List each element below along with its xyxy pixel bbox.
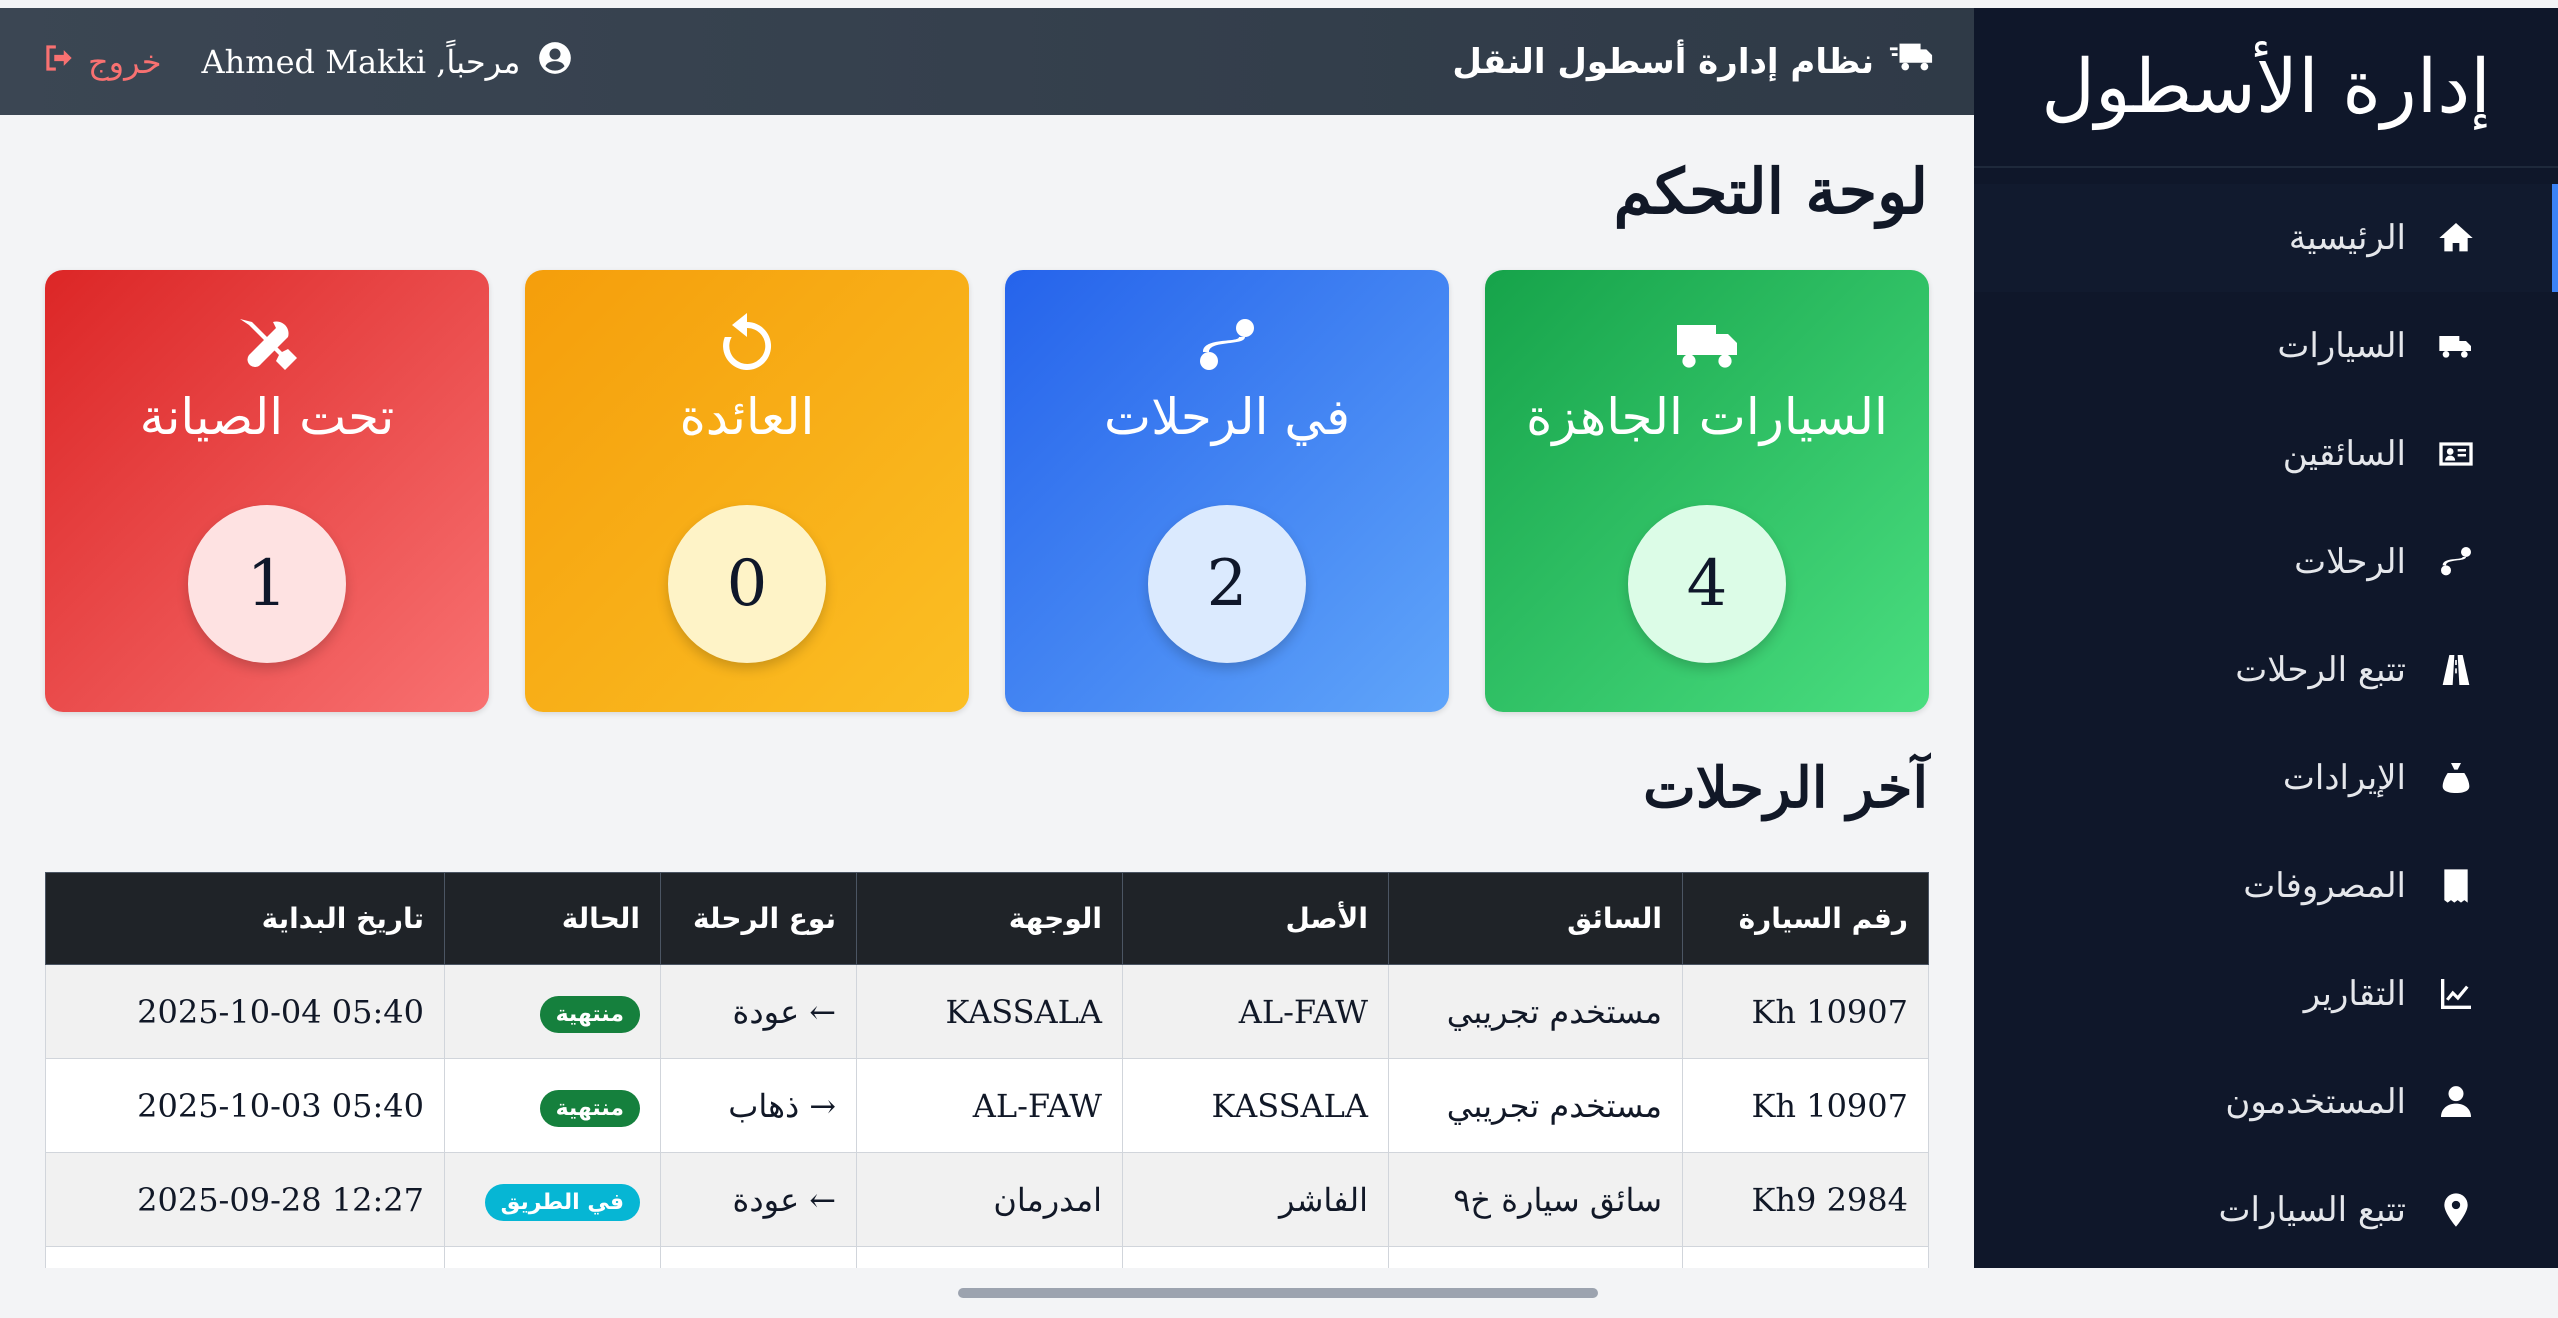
stat-card-label: السيارات الجاهزة (1526, 388, 1888, 446)
user-icon (2434, 1080, 2478, 1124)
road-icon (2434, 648, 2478, 692)
sidebar-item-label: المصروفات (2243, 866, 2406, 906)
cell-vehicle: Kh 10907 (1683, 965, 1929, 1059)
column-header[interactable]: تاريخ البداية (46, 873, 445, 965)
stat-card-label: تحت الصيانة (139, 388, 395, 446)
table-row[interactable] (46, 1247, 1929, 1269)
stat-card-on-trips[interactable] (1005, 270, 1449, 712)
stat-card-label: العائدة (679, 388, 815, 446)
sidebar-item-vehicles[interactable] (1974, 292, 2558, 400)
cell-destination: AL-FAW (857, 1059, 1123, 1153)
sidebar-item-label: السائقين (2282, 434, 2406, 474)
status-badge: منتهية (540, 1090, 640, 1127)
logout-button[interactable] (40, 39, 162, 85)
trip-type-label: عودة (732, 1180, 800, 1219)
logout-label: خروج (88, 42, 162, 81)
sidebar-item-trips[interactable] (1974, 508, 2558, 616)
sidebar-item-label: تتبع الرحلات (2235, 650, 2406, 690)
truck-icon (1485, 310, 1929, 382)
rotate-left-icon (525, 310, 969, 382)
sidebar-item-label: الإيرادات (2282, 758, 2406, 798)
sidebar-item-label: التقارير (2303, 974, 2406, 1014)
sidebar-nav (1974, 168, 2558, 1264)
user-circle-icon (536, 39, 574, 85)
stat-card-value: 4 (1628, 505, 1786, 663)
cell-origin: الفاشر (1123, 1153, 1389, 1247)
column-header[interactable]: رقم السيارة (1683, 873, 1929, 965)
sidebar (1974, 8, 2558, 1268)
cell-driver: سائق سيارة خ٩ (1389, 1153, 1683, 1247)
column-header[interactable]: السائق (1389, 873, 1683, 965)
cell-start-date: 2025-10-03 05:40 (46, 1059, 445, 1153)
home-indicator[interactable] (958, 1288, 1598, 1298)
column-header[interactable]: الحالة (445, 873, 661, 965)
page-title: لوحة التحكم (1613, 155, 1928, 228)
tools-icon (45, 310, 489, 382)
sidebar-item-vehicle-tracking[interactable] (1974, 1156, 2558, 1264)
top-navbar (0, 8, 1974, 115)
sidebar-item-label: الرحلات (2294, 542, 2406, 582)
trip-type-label: ذهاب (728, 1086, 800, 1125)
table-cell (46, 1247, 445, 1269)
table-cell (857, 1247, 1123, 1269)
cell-driver: مستخدم تجريبي (1389, 965, 1683, 1059)
trip-type-arrow-icon: ← (809, 992, 836, 1031)
table-row[interactable] (46, 1153, 1929, 1247)
sidebar-item-trip-tracking[interactable] (1974, 616, 2558, 724)
sidebar-item-revenues[interactable] (1974, 724, 2558, 832)
app-frame (0, 8, 2558, 1268)
route-icon (2434, 540, 2478, 584)
cell-start-date: 2025-09-28 12:27 (46, 1153, 445, 1247)
sidebar-item-label: تتبع السيارات (2218, 1190, 2406, 1230)
stat-card-value: 1 (188, 505, 346, 663)
truck-fast-icon (1888, 34, 1934, 89)
cell-origin: KASSALA (1123, 1059, 1389, 1153)
table-row[interactable] (46, 1059, 1929, 1153)
table-cell (1683, 1247, 1929, 1269)
sidebar-item-label: الرئيسية (2288, 218, 2406, 258)
column-header[interactable]: الوجهة (857, 873, 1123, 965)
sign-out-icon (40, 39, 78, 85)
stat-card-ready-vehicles[interactable] (1485, 270, 1929, 712)
cell-trip-type (661, 965, 857, 1059)
sidebar-item-label: السيارات (2277, 326, 2406, 366)
money-bag-icon (2434, 756, 2478, 800)
user-area (40, 39, 574, 85)
sidebar-brand[interactable]: إدارة الأسطول (1974, 8, 2558, 168)
column-header[interactable]: الأصل (1123, 873, 1389, 965)
receipt-icon (2434, 864, 2478, 908)
trip-type-arrow-icon: → (809, 1086, 836, 1125)
trip-type-arrow-icon: ← (809, 1180, 836, 1219)
trip-type-label: عودة (732, 992, 800, 1031)
greeting-text: مرحباً, Ahmed Makki (201, 42, 521, 81)
recent-trips-table (45, 872, 1929, 1268)
map-pin-icon (2434, 1188, 2478, 1232)
sidebar-item-users[interactable] (1974, 1048, 2558, 1156)
status-badge: منتهية (540, 996, 640, 1033)
table-cell (1389, 1247, 1683, 1269)
recent-trips-title: آخر الرحلات (1643, 755, 1928, 821)
stat-card-maintenance[interactable] (45, 270, 489, 712)
chart-line-icon (2434, 972, 2478, 1016)
cell-trip-type (661, 1153, 857, 1247)
cell-trip-type (661, 1059, 857, 1153)
id-card-icon (2434, 432, 2478, 476)
app-title[interactable] (1452, 34, 1934, 89)
stat-card-returning[interactable] (525, 270, 969, 712)
user-greeting (202, 39, 575, 85)
app-title-text: نظام إدارة أسطول النقل (1452, 41, 1874, 82)
sidebar-item-drivers[interactable] (1974, 400, 2558, 508)
status-badge: في الطريق (485, 1184, 640, 1221)
sidebar-item-expenses[interactable] (1974, 832, 2558, 940)
cell-destination: KASSALA (857, 965, 1123, 1059)
sidebar-item-home[interactable] (1974, 184, 2558, 292)
truck-icon (2434, 324, 2478, 368)
table-cell (661, 1247, 857, 1269)
table-cell (1123, 1247, 1389, 1269)
stats-cards (45, 270, 1929, 712)
cell-status (445, 965, 661, 1059)
cell-origin: AL-FAW (1123, 965, 1389, 1059)
home-icon (2434, 216, 2478, 260)
sidebar-item-reports[interactable] (1974, 940, 2558, 1048)
cell-destination: امدرمان (857, 1153, 1123, 1247)
main-content (0, 115, 1974, 1268)
stat-card-value: 2 (1148, 505, 1306, 663)
cell-start-date: 2025-10-04 05:40 (46, 965, 445, 1059)
table-cell (445, 1247, 661, 1269)
route-icon (1005, 310, 1449, 382)
cell-status (445, 1153, 661, 1247)
stat-card-label: في الرحلات (1104, 388, 1350, 446)
cell-status (445, 1059, 661, 1153)
cell-vehicle: Kh 10907 (1683, 1059, 1929, 1153)
stat-card-value: 0 (668, 505, 826, 663)
cell-vehicle: Kh9 2984 (1683, 1153, 1929, 1247)
cell-driver: مستخدم تجريبي (1389, 1059, 1683, 1153)
column-header[interactable]: نوع الرحلة (661, 873, 857, 965)
table-header-row (46, 873, 1929, 965)
sidebar-item-label: المستخدمون (2225, 1082, 2406, 1122)
table-row[interactable] (46, 965, 1929, 1059)
